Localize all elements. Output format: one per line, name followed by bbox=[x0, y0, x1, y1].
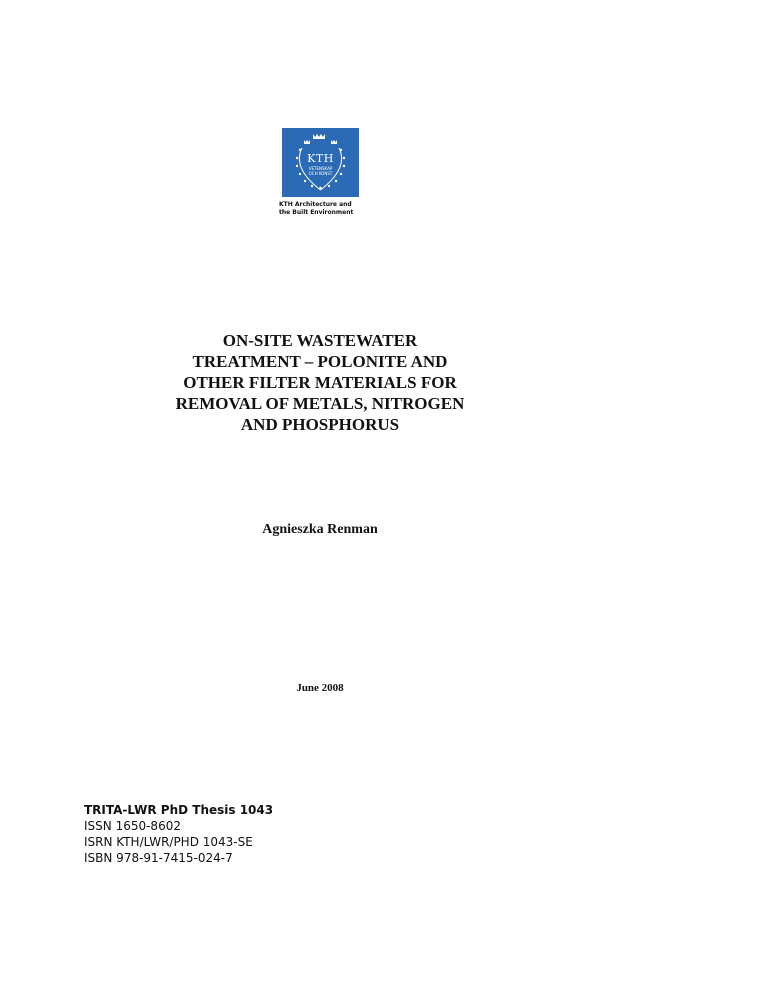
kth-logo bbox=[282, 128, 359, 197]
logo-kth-text: KTH bbox=[307, 152, 334, 165]
issn: ISSN 1650-8602 bbox=[84, 819, 181, 833]
school-name-line1: KTH Architecture and bbox=[279, 201, 352, 208]
thesis-series: TRITA-LWR PhD Thesis 1043 bbox=[84, 803, 274, 817]
logo-motto-line2: OCH KONST bbox=[308, 171, 333, 176]
isrn: ISRN KTH/LWR/PHD 1043-SE bbox=[84, 835, 253, 849]
publication-metadata bbox=[84, 802, 273, 866]
thesis-title: ON-SITE WASTEWATER TREATMENT – POLONITE AND OTHER FILTER MATERIALS FOR REMOVAL OF METALS, NITROGEN AND PHOSPHORUS bbox=[175, 331, 465, 434]
logo-motto-line1: VETENSKAP bbox=[308, 166, 333, 171]
author-name: Agnieszka Renman bbox=[262, 522, 378, 537]
school-name-line2: the Built Environment bbox=[279, 209, 354, 216]
isbn: ISBN 978-91-7415-024-7 bbox=[84, 851, 233, 865]
school-name bbox=[279, 201, 353, 217]
publication-date: June 2008 bbox=[296, 682, 344, 694]
